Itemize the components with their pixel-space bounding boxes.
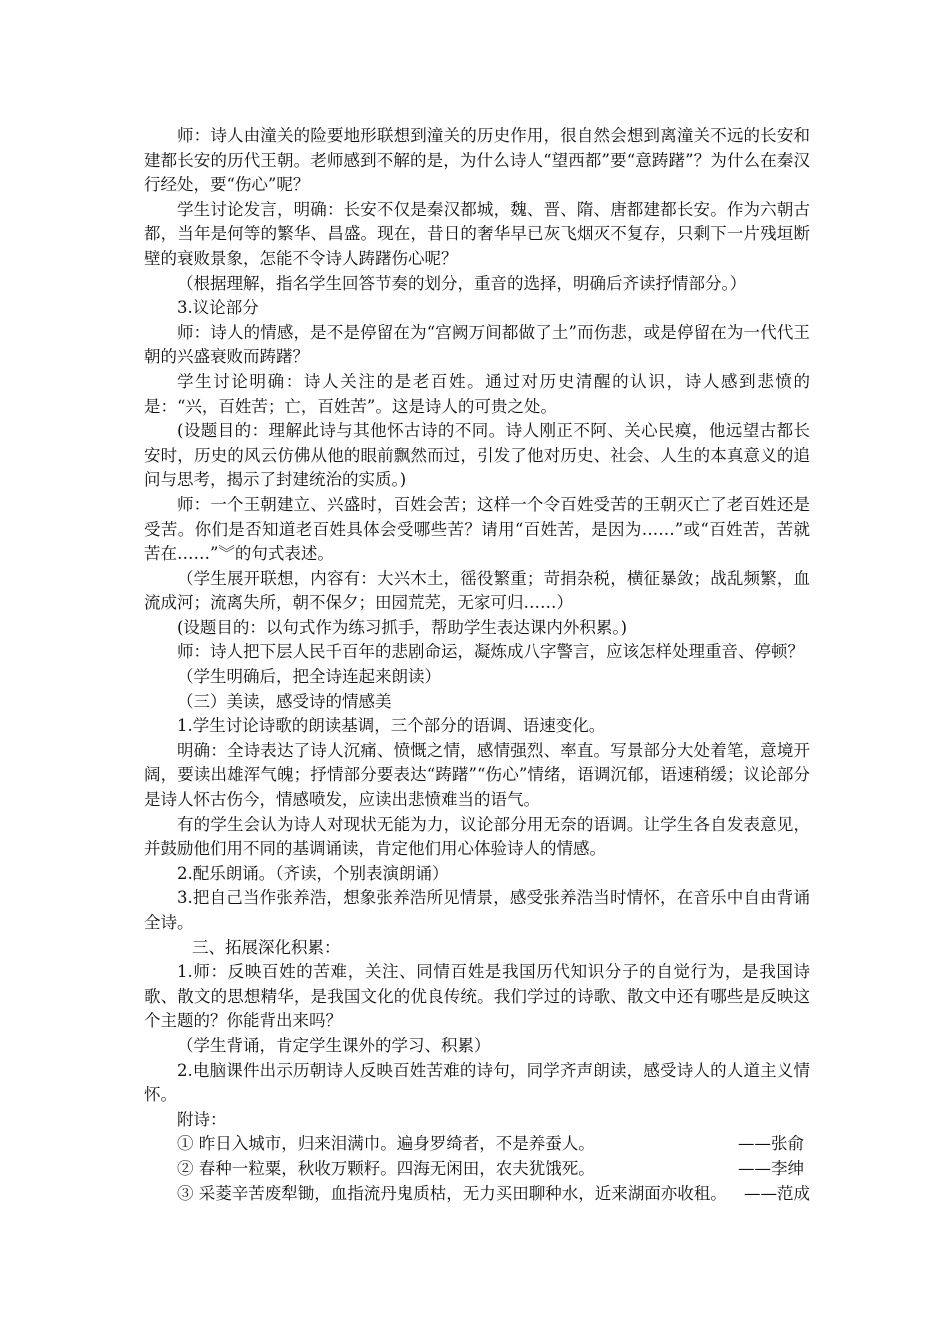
- paragraph: 师：诗人由潼关的险要地形联想到潼关的历史作用，很自然会想到离潼关不远的长安和建都长安的历代王朝。老师感到不解的是，为什么诗人“望西都”要“意踌躇”？为什么在秦汉行经处，要“伤心”呢？: [144, 126, 810, 195]
- paragraph: 有的学生会认为诗人对现状无能为力，议论部分用无奈的语调。让学生各自发表意见，并鼓励他们用不同的基调诵读，肯定他们用心体验诗人的情感。: [144, 814, 810, 859]
- poem-text: ② 春种一粒粟，秋收万颗籽。四海无闲田，农夫犹饿死。: [177, 1158, 595, 1178]
- poem-text: ① 昨日入城市，归来泪满巾。遍身罗绮者，不是养蚕人。: [177, 1134, 595, 1154]
- poem-text: ③ 采菱辛苦废犁锄，血指流丹鬼质枯，无力买田聊种水，近来湖面亦收租。: [177, 1183, 727, 1203]
- poem-author: ——李绅: [738, 1158, 804, 1178]
- paragraph: 师：诗人的情感，是不是停留在为“宫阙万间都做了土”而伤悲，或是停留在为一代代王朝的兴盛衰败而踌躇？: [144, 322, 810, 367]
- paragraph: 1.学生讨论诗歌的朗读基调，三个部分的语调、语速变化。: [177, 716, 606, 736]
- poem-line: [144, 1182, 810, 1207]
- paragraph: （学生背诵，肯定学生课外的学习、积累）: [177, 1035, 491, 1055]
- poem-line: [144, 1132, 810, 1157]
- paragraph: (设题目的：以句式作为练习抓手，帮助学生表达课内外积累。): [177, 617, 628, 637]
- paragraph: 2.电脑课件出示历朝诗人反映百姓苦难的诗句，同学齐声朗读，感受诗人的人道主义情怀。: [144, 1060, 810, 1105]
- section-heading: 3.议论部分: [177, 298, 259, 318]
- paragraph: 3.把自己当作张养浩，想象张养浩所见情景，感受张养浩当时情怀，在音乐中自由背诵全诗。: [144, 888, 810, 932]
- paragraph: (设题目的：理解此诗与其他怀古诗的不同。诗人刚正不阿、关心民瘼，他远望古都长安时，历史的风云仿佛从他的眼前飘然而过，引发了他对历史、社会、人生的本真意义的追问与思考，揭示了封建统治的实质。): [144, 421, 810, 490]
- paragraph: 2.配乐朗诵。（齐读，个别表演朗诵）: [177, 863, 449, 883]
- poem-line: [144, 1157, 810, 1182]
- section-heading: 三、拓展深化积累：: [192, 937, 341, 957]
- paragraph: （学生明确后，把全诗连起来朗读）: [177, 667, 441, 687]
- paragraph: 附诗：: [177, 1109, 227, 1129]
- poem-author: ——范成: [744, 1183, 810, 1203]
- paragraph: （根据理解，指名学生回答节奏的划分，重音的选择，明确后齐读抒情部分。）: [177, 273, 747, 293]
- paragraph: 师：一个王朝建立、兴盛时，百姓会苦；这样一个令百姓受苦的王朝灭亡了老百姓还是受苦。你们是否知道老百姓具体会受哪些苦？请用“百姓苦，是因为……”或“百姓苦，苦就苦在……”︾的句式表述。: [144, 494, 810, 564]
- paragraph: 师：诗人把下层人民千百年的悲剧命运，凝炼成八字警言，应该怎样处理重音、停顿？: [177, 642, 804, 662]
- document-body: [144, 124, 810, 1206]
- paragraph: 1.师：反映百姓的苦难，关注、同情百姓是我国历代知识分子的自觉行为，是我国诗歌、散文的思想精华，是我国文化的优良传统。我们学过的诗歌、散文中还有哪些是反映这个主题的？你能背出来吗？: [144, 962, 810, 1031]
- paragraph: 学生讨论明确：诗人关注的是老百姓。通过对历史清醒的认识，诗人感到悲愤的是：“兴，百姓苦；亡，百姓苦”。这是诗人的可贵之处。: [144, 371, 810, 416]
- poem-author: ——张俞: [738, 1134, 804, 1154]
- paragraph: 学生讨论发言，明确：长安不仅是秦汉都城，魏、晋、隋、唐都建都长安。作为六朝古都，当年是何等的繁华、昌盛。现在，昔日的奢华早已灰飞烟灭不复存，只剩下一片残垣断壁的衰败景象，怎能不令诗人踌躇伤心呢？: [144, 199, 810, 268]
- section-heading: （三）美读，感受诗的情感美: [177, 691, 392, 711]
- paragraph: 明确：全诗表达了诗人沉痛、愤慨之情，感情强烈、率直。写景部分大处着笔，意境开阔，要读出雄浑气魄；抒情部分要表达“踌躇”“伤心”情绪，语调沉郁，语速稍缓；议论部分是诗人怀古伤今，情感喷发，应读出悲愤难当的语气。: [144, 740, 810, 810]
- paragraph: （学生展开联想，内容有：大兴木土，徭役繁重；苛捐杂税，横征暴敛；战乱频繁，血流成河；流离失所，朝不保夕；田园荒芜，无家可归……）: [144, 568, 810, 613]
